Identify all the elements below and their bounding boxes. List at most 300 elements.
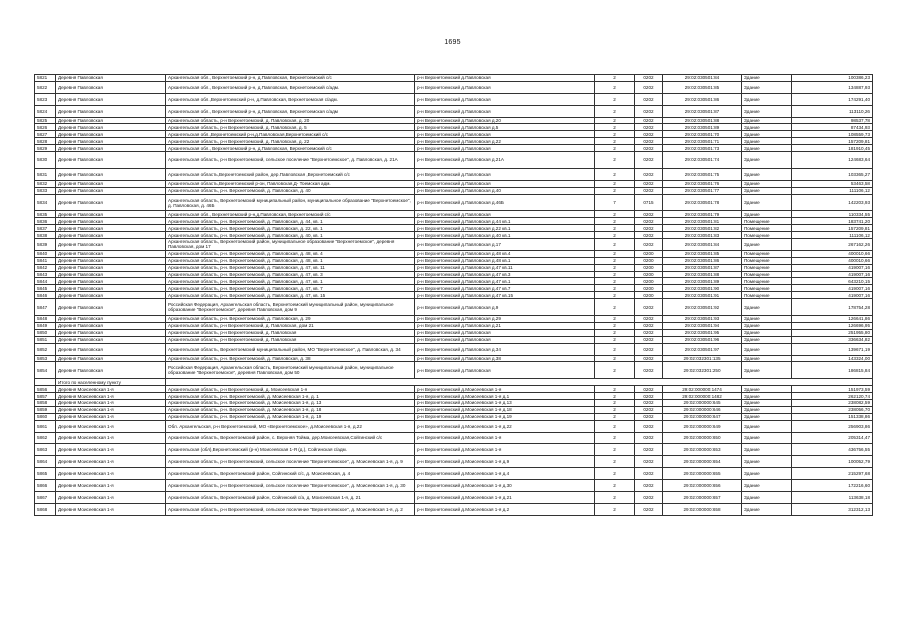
code-cell: 0202 (635, 145, 663, 152)
cadastral-number-cell: 29:02:030501:93 (663, 316, 742, 323)
row-number-cell: 5850 (35, 329, 56, 336)
cadastral-number-cell: 29:02:000000:1482 (663, 393, 742, 400)
row-number-cell: 5835 (35, 211, 56, 218)
table-row (35, 322, 873, 329)
short-address-cell: р-н Верхнетоемский д.Павловская (415, 211, 595, 218)
full-address-cell: Архангельская область, р-н. Верхнетоемский, д. Павловская, д. 48, кв. 4 (166, 250, 415, 257)
settlement-name-cell: Деревня Павловская (56, 194, 166, 211)
object-type-cell: Помещение (742, 278, 792, 285)
cadastral-value-cell: 400010,66 (792, 257, 873, 264)
quantity-cell: 2 (595, 152, 635, 169)
cadastral-value-cell: 178754,28 (792, 299, 873, 316)
quantity-cell: 2 (595, 93, 635, 105)
full-address-cell: Архангельская область, р-н. Верхнетоемский, д. Моисеевская 1-я, д. 19 (166, 413, 415, 420)
settlement-name-cell: Деревня Павловская (56, 131, 166, 138)
quantity-cell: 2 (595, 168, 635, 180)
full-address-cell: Архангельская область, р-н. Верхнетоемский, д. Павловская, д. 48, кв. 1 (166, 257, 415, 264)
short-address-cell: р-н Верхнетоемский д.Павловская (415, 93, 595, 105)
short-address-cell: р-н Верхнетоемский д.Павловская д.46Б (415, 194, 595, 211)
table-row (35, 211, 873, 218)
cadastral-value-cell: 267162,26 (792, 239, 873, 251)
code-cell: 0200 (635, 292, 663, 299)
cadastral-number-cell: 29:02:000000:657 (663, 491, 742, 503)
code-cell: 0202 (635, 124, 663, 131)
code-cell: 0202 (635, 299, 663, 316)
property-registry-table (34, 74, 873, 516)
table-row (35, 218, 873, 225)
quantity-cell: 2 (595, 420, 635, 432)
table-row (35, 81, 873, 93)
settlement-name-cell: Деревня Моисеевская 1-я (56, 468, 166, 480)
table-row (35, 105, 873, 117)
code-cell: 0200 (635, 264, 663, 271)
object-type-cell: Здание (742, 194, 792, 211)
quantity-cell: 2 (595, 299, 635, 316)
short-address-cell: р-н Верхнетоемский д.Павловская д.47 кв.11 (415, 264, 595, 271)
object-type-cell: Здание (742, 456, 792, 468)
cadastral-number-cell: 29:02:030501:83 (663, 232, 742, 239)
cadastral-number-cell: 29:02:030501:85 (663, 81, 742, 93)
object-type-cell: Здание (742, 211, 792, 218)
table-row (35, 355, 873, 362)
settlement-name-cell: Деревня Павловская (56, 75, 166, 82)
object-type-cell: Здание (742, 124, 792, 131)
cadastral-value-cell: 98537,78 (792, 117, 873, 124)
full-address-cell: Архангельская область, р-н. Верхнетоемский, д. Павловская, д. 29 (166, 316, 415, 323)
table-row (35, 456, 873, 468)
table-row (35, 93, 873, 105)
table-row (35, 480, 873, 492)
cadastral-number-cell: 29:02:000000:656 (663, 480, 742, 492)
quantity-cell: 2 (595, 432, 635, 444)
table-row (35, 278, 873, 285)
code-cell: 0715 (635, 194, 663, 211)
quantity-cell: 2 (595, 343, 635, 355)
settlement-name-cell: Деревня Моисеевская 1-я (56, 399, 166, 406)
object-type-cell: Здание (742, 393, 792, 400)
cadastral-value-cell: 110334,55 (792, 211, 873, 218)
object-type-cell: Здание (742, 420, 792, 432)
full-address-cell: Архангельская область, р-н Верхнетоемский, сельское поселение "Верхнетоемское", д. Моисеевская 1-я, д. 30 (166, 480, 415, 492)
quantity-cell: 2 (595, 444, 635, 456)
settlement-name-cell: Деревня Павловская (56, 93, 166, 105)
table-row (35, 316, 873, 323)
object-type-cell: Помещение (742, 218, 792, 225)
cadastral-value-cell: 157209,81 (792, 138, 873, 145)
cadastral-number-cell: 29:02:030501:90 (663, 285, 742, 292)
short-address-cell: р-н Верхнетоемский д.Моисеевская 1-я д.19 (415, 413, 595, 420)
table-row (35, 406, 873, 413)
full-address-cell: Архангельская обл., Верхнетоемский р-н, д.Павловская, Верхнетоемская с/адм (166, 105, 415, 117)
settlement-name-cell: Деревня Павловская (56, 278, 166, 285)
code-cell: 0202 (635, 75, 663, 82)
object-type-cell: Помещение (742, 285, 792, 292)
cadastral-number-cell: 29:02:030501:85 (663, 250, 742, 257)
settlement-name-cell: Деревня Павловская (56, 152, 166, 169)
table-row (35, 232, 873, 239)
table-row (35, 168, 873, 180)
cadastral-value-cell: 103365,27 (792, 168, 873, 180)
cadastral-value-cell: 124683,64 (792, 152, 873, 169)
code-cell: 0202 (635, 225, 663, 232)
quantity-cell: 2 (595, 218, 635, 225)
object-type-cell: Здание (742, 480, 792, 492)
full-address-cell: Архангельская область, р-н. Верхнетоемский, д. Павловская, д. 44, кв. 1 (166, 218, 415, 225)
table-row (35, 343, 873, 355)
object-type-cell: Здание (742, 75, 792, 82)
settlement-name-cell: Деревня Павловская (56, 355, 166, 362)
cadastral-number-cell: 29:02:032301:135 (663, 355, 742, 362)
code-cell: 0202 (635, 362, 663, 379)
row-number-cell: 5854 (35, 362, 56, 379)
short-address-cell: р-н Верхнетоемский д.Моисеевская 1-я (415, 386, 595, 393)
cadastral-value-cell: 151973,59 (792, 386, 873, 393)
short-address-cell: р-н Верхнетоемский д.Павловская д.20 (415, 117, 595, 124)
object-type-cell: Помещение (742, 225, 792, 232)
short-address-cell: р-н Верхнетоемский д.Павловская (415, 329, 595, 336)
settlement-name-cell: Деревня Павловская (56, 299, 166, 316)
code-cell: 0202 (635, 131, 663, 138)
subtotal-row (35, 379, 873, 386)
code-cell: 0202 (635, 413, 663, 420)
quantity-cell: 2 (595, 211, 635, 218)
cadastral-value-cell: 134887,93 (792, 81, 873, 93)
full-address-cell: Архангельская обл., Верхнетоемский р-н, д.Павловская, Верхнетоемский с/адм. (166, 81, 415, 93)
short-address-cell: р-н Верхнетоемский д.Павловская (415, 180, 595, 187)
full-address-cell: Архангельская область, р-н. Верхнетоемский, д. Моисеевская 1-я, д. 1 (166, 393, 415, 400)
quantity-cell: 2 (595, 336, 635, 343)
table-row (35, 264, 873, 271)
short-address-cell: р-н Верхнетоемский д.Павловская (415, 131, 595, 138)
quantity-cell: 2 (595, 250, 635, 257)
cadastral-value-cell: 238082,59 (792, 399, 873, 406)
row-number-cell: 5863 (35, 444, 56, 456)
settlement-name-cell: Деревня Павловская (56, 138, 166, 145)
row-number-cell: 5845 (35, 285, 56, 292)
short-address-cell: р-н Верхнетоемский д.Павловская (415, 75, 595, 82)
settlement-name-cell: Деревня Павловская (56, 322, 166, 329)
short-address-cell: р-н Верхнетоемский д.Павловская д.5 (415, 124, 595, 131)
table-row (35, 250, 873, 257)
short-address-cell: р-н Верхнетоемский д.Павловская д.47 кв.15 (415, 292, 595, 299)
table-row (35, 124, 873, 131)
full-address-cell: Архангельская область, р-н Верхнетоемский, д. Павловская, д. 22 (166, 138, 415, 145)
full-address-cell: Архангельская область, Верхнетоемский муниципальный район, МО "Верхнетоемское", д. Павловская, д. 34 (166, 343, 415, 355)
row-number-cell: 5830 (35, 152, 56, 169)
row-number-cell: 5833 (35, 187, 56, 194)
cadastral-number-cell: 29:02:030501:78 (663, 194, 742, 211)
row-number-cell: 5837 (35, 225, 56, 232)
cadastral-number-cell: 29:02:030501:97 (663, 343, 742, 355)
short-address-cell: р-н Верхнетоемский д.Моисеевская 1-я (415, 432, 595, 444)
short-address-cell: р-н Верхнетоемский д.Моисеевская 1-я д.13 (415, 399, 595, 406)
object-type-cell: Здание (742, 299, 792, 316)
row-number-cell: 5862 (35, 432, 56, 444)
full-address-cell: Архангельская область, р-н. Верхнетоемский, д. Павловская, д. 47, кв. 11 (166, 264, 415, 271)
row-number-cell: 5836 (35, 218, 56, 225)
full-address-cell: Архангельская область, р-н Верхнетоемский, д. Павловская, д. 20 (166, 117, 415, 124)
cadastral-number-cell: 29:02:030501:87 (663, 264, 742, 271)
row-number-cell: 5868 (35, 503, 56, 515)
full-address-cell: Архангельская область, р-н. Верхнетоемский, д. Моисеевская 1-я, д. 18 (166, 406, 415, 413)
cadastral-value-cell: 238056,70 (792, 406, 873, 413)
table-row (35, 75, 873, 82)
cadastral-number-cell: 29:02:030501:95 (663, 329, 742, 336)
settlement-name-cell: Деревня Павловская (56, 250, 166, 257)
short-address-cell: р-н Верхнетоемский д.Павловская д.44 кв.1 (415, 218, 595, 225)
table-row (35, 393, 873, 400)
code-cell: 0200 (635, 271, 663, 278)
object-type-cell: Здание (742, 406, 792, 413)
table-row (35, 491, 873, 503)
row-number-cell: 5831 (35, 168, 56, 180)
code-cell: 0202 (635, 187, 663, 194)
code-cell: 0202 (635, 329, 663, 336)
quantity-cell: 2 (595, 292, 635, 299)
short-address-cell: р-н Верхнетоемский д.Павловская (415, 105, 595, 117)
settlement-name-cell: Деревня Павловская (56, 257, 166, 264)
cadastral-value-cell: 205314,47 (792, 432, 873, 444)
cadastral-value-cell: 336634,82 (792, 336, 873, 343)
cadastral-number-cell: 29:02:000000:649 (663, 420, 742, 432)
cadastral-value-cell: 143324,00 (792, 355, 873, 362)
cadastral-value-cell: 126641,86 (792, 316, 873, 323)
full-address-cell: Архангельская область, р-н. Верхнетоемский, д. Павловская, д. 22, кв. 1 (166, 225, 415, 232)
row-number-cell: 5840 (35, 250, 56, 257)
full-address-cell: Архангельская область, р-н. Верхнетоемский, д. Павловская, д. 40 (166, 187, 415, 194)
subtotal-label: Итого по населенному пункту (56, 379, 166, 386)
full-address-cell: Архангельская область, Верхнетоемский муниципальный район, муниципальное образование "Верхнетоемское", д. Павловская, д. 46Б (166, 194, 415, 211)
settlement-name-cell: Деревня Моисеевская 1-я (56, 503, 166, 515)
cadastral-value-cell: 262120,74 (792, 393, 873, 400)
cadastral-number-cell: 29:02:000000:1474 (663, 386, 742, 393)
full-address-cell: Архангельская область, Верхнетоемский район, Сойгинский с/с, д. Моисеевская, д. 4 (166, 468, 415, 480)
table-row (35, 299, 873, 316)
cadastral-value-cell: 113110,26 (792, 105, 873, 117)
object-type-cell: Здание (742, 386, 792, 393)
quantity-cell: 2 (595, 105, 635, 117)
table-row (35, 399, 873, 406)
cadastral-number-cell: 29:02:000000:646 (663, 406, 742, 413)
page-number: 1695 (444, 39, 461, 46)
short-address-cell: р-н Верхнетоемский д.Павловская д.9 (415, 299, 595, 316)
full-address-cell: Архангельская обл., Верхнетоемский р-н, д.Павловская, Верхнетоемский с/с (166, 75, 415, 82)
object-type-cell: Здание (742, 131, 792, 138)
short-address-cell: р-н Верхнетоемский д.Моисеевская 1-я д.30 (415, 480, 595, 492)
cadastral-number-cell: 29:02:030501:86 (663, 93, 742, 105)
settlement-name-cell: Деревня Павловская (56, 211, 166, 218)
row-number-cell: 5849 (35, 322, 56, 329)
row-number-cell: 5864 (35, 456, 56, 468)
full-address-cell: Архангельская область, р-н Верхнетоемский, сельское поселение "Верхнетоемское", д. Моисеевская 1-я, д. 2 (166, 503, 415, 515)
object-type-cell: Здание (742, 145, 792, 152)
cadastral-value-cell: 108559,73 (792, 131, 873, 138)
object-type-cell: Здание (742, 93, 792, 105)
full-address-cell: Архангельская область, р-н Верхнетоемский, д. Павловская (166, 329, 415, 336)
table-row (35, 444, 873, 456)
row-number-cell: 5823 (35, 93, 56, 105)
settlement-name-cell: Деревня Моисеевская 1-я (56, 406, 166, 413)
settlement-name-cell: Деревня Павловская (56, 145, 166, 152)
cadastral-value-cell: 419007,16 (792, 285, 873, 292)
code-cell: 0202 (635, 218, 663, 225)
quantity-cell: 2 (595, 491, 635, 503)
cadastral-number-cell: 29:02:030501:89 (663, 124, 742, 131)
table-row (35, 180, 873, 187)
short-address-cell: р-н Верхнетоемский д.Моисеевская 1-я д.22 (415, 420, 595, 432)
object-type-cell: Здание (742, 503, 792, 515)
cadastral-value-cell: 312312,13 (792, 503, 873, 515)
object-type-cell: Здание (742, 355, 792, 362)
cadastral-value-cell: 643210,15 (792, 278, 873, 285)
full-address-cell: Архангельская область, Верхнетоемский район, Сойгинский с/а, д. Моисеевская 1-я, д. 21 (166, 491, 415, 503)
full-address-cell: Архангельская область,Верхнетоемский район, дер.Павловская ,Верхнетоемский с/с (166, 168, 415, 180)
quantity-cell: 2 (595, 285, 635, 292)
quantity-cell: 2 (595, 329, 635, 336)
cadastral-number-cell: 29:02:030501:81 (663, 218, 742, 225)
full-address-cell: Архангельская обл.,Верхнетоемский р-н, д.Павловская, Верхнетоемская с/адм. (166, 93, 415, 105)
object-type-cell: Помещение (742, 271, 792, 278)
code-cell: 0202 (635, 432, 663, 444)
row-number-cell: 5858 (35, 399, 56, 406)
short-address-cell: р-н Верхнетоемский д.Павловская д.38 (415, 355, 595, 362)
cadastral-value-cell: 419007,16 (792, 271, 873, 278)
code-cell: 0202 (635, 81, 663, 93)
full-address-cell: Российская Федерация, Архангельская область, Верхнетоемский муниципальный район, муниципальное образование "Верхнетоемское", деревня Павловская, дом 9 (166, 299, 415, 316)
table-row (35, 285, 873, 292)
cadastral-number-cell: 29:02:030501:86 (663, 257, 742, 264)
code-cell: 0202 (635, 386, 663, 393)
code-cell: 0202 (635, 406, 663, 413)
code-cell: 0202 (635, 211, 663, 218)
row-number-cell: 5848 (35, 316, 56, 323)
short-address-cell: р-н Верхнетоемский д.Павловская д.40 кв.1 (415, 232, 595, 239)
object-type-cell: Здание (742, 117, 792, 124)
code-cell: 0202 (635, 420, 663, 432)
full-address-cell: Архангельская область, р-н Верхнетоемский, д. Павловская, дом 21 (166, 322, 415, 329)
quantity-cell: 2 (595, 399, 635, 406)
full-address-cell: Архангельская область, Верхнетоемский район, муниципальное образование "Верхнетоемское", деревня Павловская, дом 17 (166, 239, 415, 251)
quantity-cell: 2 (595, 131, 635, 138)
cadastral-value-cell: 419007,16 (792, 264, 873, 271)
row-number-cell: 5844 (35, 278, 56, 285)
object-type-cell: Здание (742, 432, 792, 444)
cadastral-number-cell: 29:02:000000:654 (663, 456, 742, 468)
cadastral-value-cell: 111106,12 (792, 232, 873, 239)
full-address-cell: Архангельская область, р-н Верхнетоемский, д. Моисеевская 1-я (166, 386, 415, 393)
cadastral-value-cell: 139671,19 (792, 343, 873, 355)
code-cell: 0202 (635, 336, 663, 343)
settlement-name-cell: Деревня Павловская (56, 292, 166, 299)
cadastral-value-cell: 172216,60 (792, 480, 873, 492)
subtotal-empty-cell (35, 379, 56, 386)
settlement-name-cell: Деревня Моисеевская 1-я (56, 491, 166, 503)
row-number-cell: 5822 (35, 81, 56, 93)
short-address-cell: р-н Верхнетоемский д.Павловская д.34 (415, 343, 595, 355)
cadastral-value-cell: 53463,58 (792, 180, 873, 187)
object-type-cell: Помещение (742, 232, 792, 239)
full-address-cell: Архангельская область, р-н. Верхнетоемский, д. Павловская, д. 47, кв. 7 (166, 285, 415, 292)
code-cell: 0202 (635, 168, 663, 180)
full-address-cell: Архангельская область, р-н. Верхнетоемский, д. Павловская, д. 47, кв. 15 (166, 292, 415, 299)
settlement-name-cell: Деревня Моисеевская 1-я (56, 393, 166, 400)
settlement-name-cell: Деревня Павловская (56, 316, 166, 323)
object-type-cell: Здание (742, 444, 792, 456)
settlement-name-cell: Деревня Павловская (56, 225, 166, 232)
quantity-cell: 2 (595, 393, 635, 400)
settlement-name-cell: Деревня Павловская (56, 117, 166, 124)
short-address-cell: р-н Верхнетоемский д.Павловская д.47 кв.7 (415, 285, 595, 292)
short-address-cell: р-н Верхнетоемский д.Павловская д.22 кв.1 (415, 225, 595, 232)
short-address-cell: р-н Верхнетоемский д.Павловская (415, 168, 595, 180)
cadastral-number-cell: 29:02:000000:658 (663, 503, 742, 515)
object-type-cell: Здание (742, 180, 792, 187)
cadastral-value-cell: 126696,95 (792, 322, 873, 329)
short-address-cell: р-н Верхнетоемский д.Павловская д.22 (415, 138, 595, 145)
settlement-name-cell: Деревня Павловская (56, 264, 166, 271)
table-row (35, 194, 873, 211)
settlement-name-cell: Деревня Павловская (56, 105, 166, 117)
quantity-cell: 2 (595, 138, 635, 145)
cadastral-value-cell: 142203,93 (792, 194, 873, 211)
quantity-cell: 2 (595, 322, 635, 329)
code-cell: 0202 (635, 322, 663, 329)
row-number-cell: 5847 (35, 299, 56, 316)
settlement-name-cell: Деревня Павловская (56, 271, 166, 278)
cadastral-value-cell: 113638,18 (792, 491, 873, 503)
settlement-name-cell: Деревня Павловская (56, 180, 166, 187)
cadastral-value-cell: 151338,86 (792, 413, 873, 420)
quantity-cell: 2 (595, 480, 635, 492)
cadastral-number-cell: 29:02:030501:94 (663, 322, 742, 329)
object-type-cell: Здание (742, 152, 792, 169)
short-address-cell: р-н Верхнетоемский д.Моисеевская 1-я д.9 (415, 456, 595, 468)
table-row (35, 271, 873, 278)
settlement-name-cell: Деревня Павловская (56, 218, 166, 225)
object-type-cell: Здание (742, 399, 792, 406)
cadastral-value-cell: 100386,23 (792, 75, 873, 82)
table-row (35, 386, 873, 393)
cadastral-value-cell: 215297,68 (792, 468, 873, 480)
code-cell: 0202 (635, 232, 663, 239)
code-cell: 0202 (635, 343, 663, 355)
quantity-cell: 2 (595, 257, 635, 264)
object-type-cell: Здание (742, 105, 792, 117)
full-address-cell: Архангельская область, р-н Верхнетоемский, сельское поселение "Верхнетоемское", д. Моисеевская 1-я, д. 9 (166, 456, 415, 468)
short-address-cell: р-н Верхнетоемский д.Павловская (415, 81, 595, 93)
table-row (35, 257, 873, 264)
table-row (35, 468, 873, 480)
code-cell: 0200 (635, 257, 663, 264)
object-type-cell: Здание (742, 239, 792, 251)
full-address-cell: Обл. Архангельская, р-н Верхнетоемский, МО «Верхнетоемское», д.Моисеевская 1-я, д.22 (166, 420, 415, 432)
quantity-cell: 7 (595, 194, 635, 211)
row-number-cell: 5861 (35, 420, 56, 432)
quantity-cell: 2 (595, 271, 635, 278)
row-number-cell: 5826 (35, 124, 56, 131)
short-address-cell: р-н Верхнетоемский д.Павловская д.48 кв.4 (415, 250, 595, 257)
full-address-cell: Архангельская область, р-н. Верхнетоемский, д. Павловская, д. 38 (166, 355, 415, 362)
short-address-cell: р-н Верхнетоемский д.Павловская д.17 (415, 239, 595, 251)
row-number-cell: 5865 (35, 468, 56, 480)
code-cell: 0202 (635, 468, 663, 480)
row-number-cell: 5821 (35, 75, 56, 82)
row-number-cell: 5857 (35, 393, 56, 400)
table-row (35, 503, 873, 515)
table-row (35, 117, 873, 124)
settlement-name-cell: Деревня Павловская (56, 232, 166, 239)
code-cell: 0202 (635, 316, 663, 323)
